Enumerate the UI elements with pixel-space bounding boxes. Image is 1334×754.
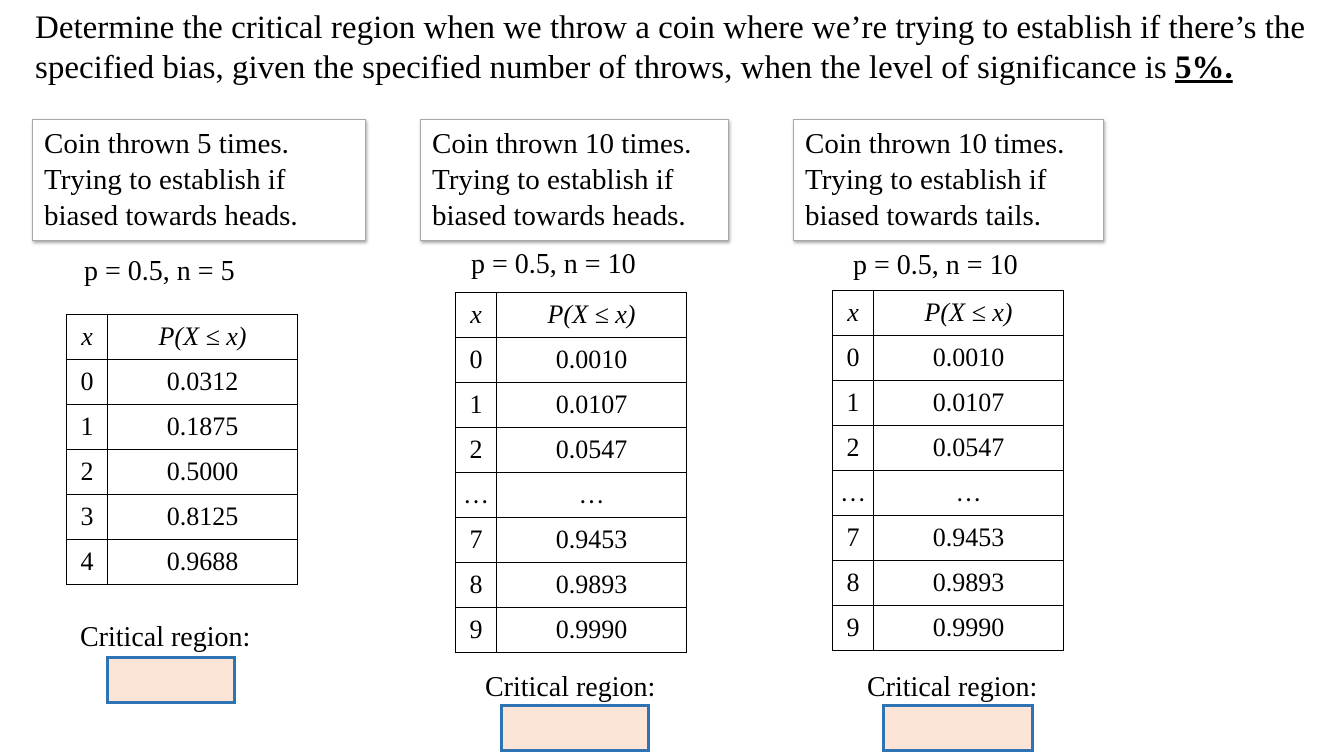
table-cell-probability: 0.9990 bbox=[874, 606, 1064, 651]
table-row bbox=[67, 450, 298, 495]
table-cell-x: 0 bbox=[67, 360, 108, 405]
table-row bbox=[67, 405, 298, 450]
table-header-probability: P(X ≤ x) bbox=[108, 315, 298, 360]
problem-1-description bbox=[32, 119, 366, 241]
table-cell-x: 1 bbox=[456, 383, 497, 428]
problem-3-description bbox=[793, 119, 1104, 241]
table-cell-x: 7 bbox=[833, 516, 874, 561]
significance-level: 5%. bbox=[1174, 50, 1233, 86]
problem-3-description-line: Coin thrown 10 times. bbox=[805, 128, 1065, 160]
problem-2-params: p = 0.5, n = 10 bbox=[471, 249, 636, 280]
table-header-row bbox=[67, 315, 298, 360]
table-cell-x: 2 bbox=[67, 450, 108, 495]
table-row bbox=[833, 426, 1064, 471]
problem-3-answer-box[interactable] bbox=[882, 704, 1034, 752]
table-row bbox=[456, 428, 687, 473]
problem-2-description bbox=[420, 119, 729, 241]
table-cell-probability: 0.0010 bbox=[874, 336, 1064, 381]
table-cell-x: 3 bbox=[67, 495, 108, 540]
table-cell-probability: 0.9893 bbox=[874, 561, 1064, 606]
table-header-probability: P(X ≤ x) bbox=[874, 291, 1064, 336]
problem-1-params: p = 0.5, n = 5 bbox=[84, 256, 235, 287]
table-cell-probability: 0.8125 bbox=[108, 495, 298, 540]
problem-1-description-line: biased towards heads. bbox=[44, 200, 298, 232]
table-cell-probability: 0.5000 bbox=[108, 450, 298, 495]
problem-2-description-line: biased towards heads. bbox=[432, 200, 686, 232]
problem-2-table bbox=[455, 292, 687, 653]
problem-3-description-line: Trying to establish if bbox=[805, 164, 1047, 196]
table-cell-x: 4 bbox=[67, 540, 108, 585]
table-cell-x: … bbox=[833, 471, 874, 516]
table-cell-probability: 0.0547 bbox=[874, 426, 1064, 471]
problem-3-critical-region-label: Critical region: bbox=[867, 672, 1038, 703]
problem-3-params: p = 0.5, n = 10 bbox=[853, 250, 1018, 281]
table-cell-probability: 0.9990 bbox=[497, 608, 687, 653]
table-cell-probability: 0.9453 bbox=[497, 518, 687, 563]
table-row bbox=[833, 516, 1064, 561]
table-cell-probability: 0.9688 bbox=[108, 540, 298, 585]
table-cell-probability: 0.0107 bbox=[497, 383, 687, 428]
table-cell-probability: 0.0107 bbox=[874, 381, 1064, 426]
table-row bbox=[833, 381, 1064, 426]
table-cell-probability: 0.9893 bbox=[497, 563, 687, 608]
table-cell-x: 1 bbox=[833, 381, 874, 426]
problem-3-description-line: biased towards tails. bbox=[805, 200, 1041, 232]
problem-1-table bbox=[66, 314, 298, 585]
table-cell-probability: 0.0312 bbox=[108, 360, 298, 405]
problem-3-table bbox=[832, 290, 1064, 651]
table-row bbox=[833, 606, 1064, 651]
table-header-row bbox=[833, 291, 1064, 336]
table-header-probability: P(X ≤ x) bbox=[497, 293, 687, 338]
table-cell-probability: 0.9453 bbox=[874, 516, 1064, 561]
table-cell-x: 9 bbox=[833, 606, 874, 651]
table-cell-x: 1 bbox=[67, 405, 108, 450]
table-cell-x: 9 bbox=[456, 608, 497, 653]
table-row bbox=[67, 540, 298, 585]
table-cell-probability: 0.0010 bbox=[497, 338, 687, 383]
table-row bbox=[67, 360, 298, 405]
table-row bbox=[456, 338, 687, 383]
problem-2-description-line: Coin thrown 10 times. bbox=[432, 128, 692, 160]
problem-2-answer-box[interactable] bbox=[500, 704, 650, 752]
table-row bbox=[833, 336, 1064, 381]
table-cell-x: 7 bbox=[456, 518, 497, 563]
table-cell-x: … bbox=[456, 473, 497, 518]
question-body: Determine the critical region when we throw a coin where we’re trying to establish if there’s the specified bias, given the specified number of throws, when the level of significance is bbox=[35, 10, 1306, 86]
table-cell-probability: … bbox=[497, 473, 687, 518]
table-header-x: x bbox=[833, 291, 874, 336]
table-row bbox=[456, 563, 687, 608]
problem-1-critical-region-label: Critical region: bbox=[80, 622, 251, 653]
problem-1-description-line: Coin thrown 5 times. bbox=[44, 128, 289, 160]
table-cell-x: 2 bbox=[833, 426, 874, 471]
table-row bbox=[456, 383, 687, 428]
table-cell-x: 2 bbox=[456, 428, 497, 473]
table-row bbox=[456, 473, 687, 518]
problem-2-description-line: Trying to establish if bbox=[432, 164, 674, 196]
problem-1-answer-box[interactable] bbox=[106, 656, 236, 704]
table-row bbox=[456, 608, 687, 653]
table-cell-x: 0 bbox=[833, 336, 874, 381]
problem-1-description-line: Trying to establish if bbox=[44, 164, 286, 196]
table-cell-x: 8 bbox=[833, 561, 874, 606]
table-cell-probability: 0.0547 bbox=[497, 428, 687, 473]
table-cell-x: 8 bbox=[456, 563, 497, 608]
table-cell-x: 0 bbox=[456, 338, 497, 383]
problem-2-critical-region-label: Critical region: bbox=[485, 672, 656, 703]
question-text bbox=[35, 8, 1325, 88]
table-cell-probability: … bbox=[874, 471, 1064, 516]
table-row bbox=[456, 518, 687, 563]
table-row bbox=[833, 561, 1064, 606]
table-row bbox=[833, 471, 1064, 516]
table-header-x: x bbox=[456, 293, 497, 338]
table-header-row bbox=[456, 293, 687, 338]
table-row bbox=[67, 495, 298, 540]
table-header-x: x bbox=[67, 315, 108, 360]
table-cell-probability: 0.1875 bbox=[108, 405, 298, 450]
